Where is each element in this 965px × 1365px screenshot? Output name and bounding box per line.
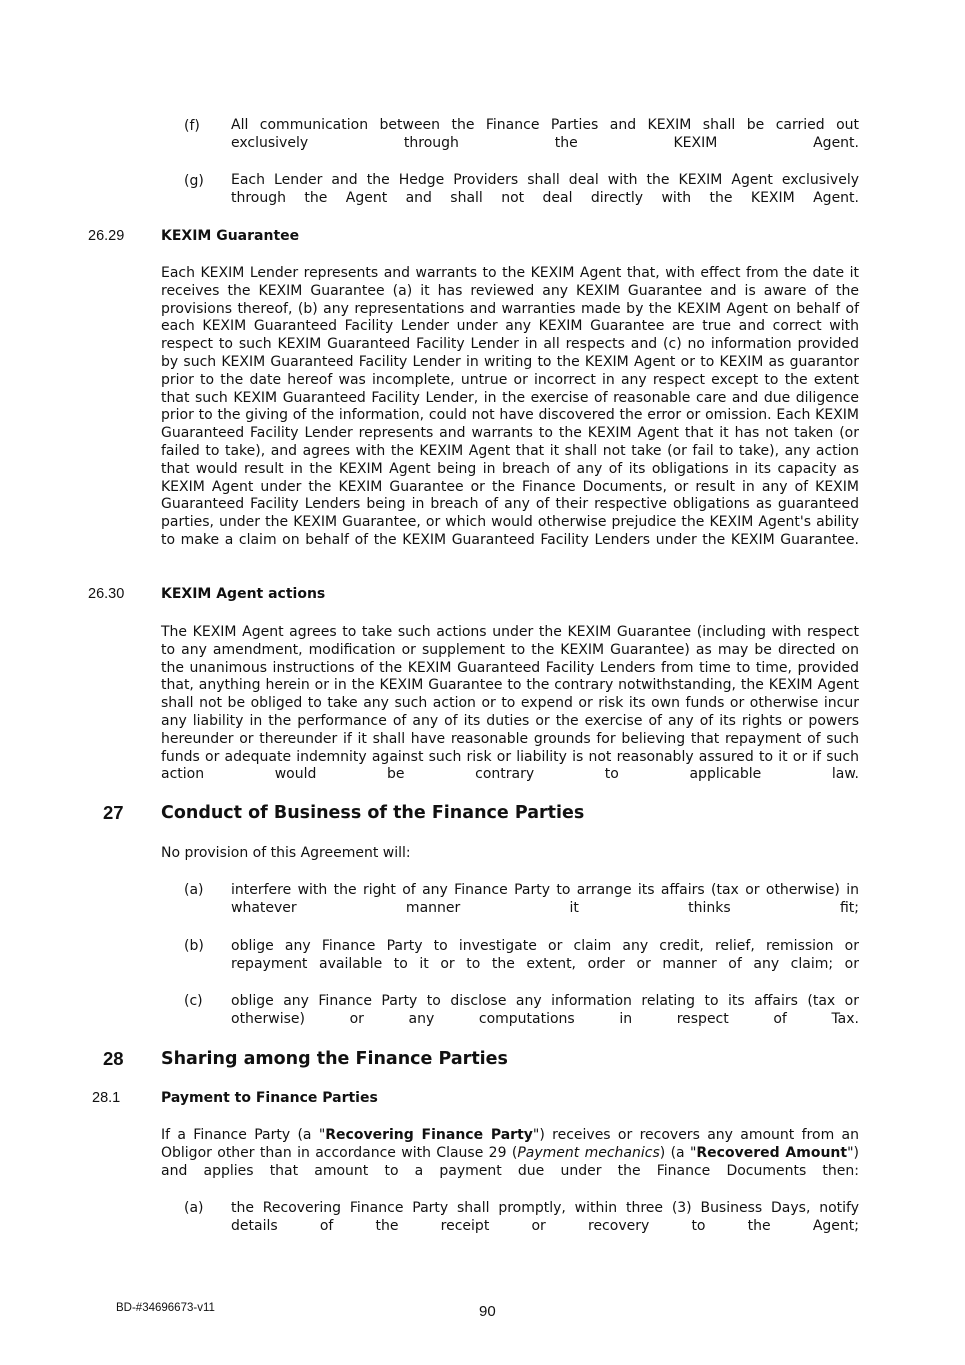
clause-number-28: 28	[103, 1048, 124, 1069]
page-number: 90	[479, 1303, 496, 1320]
list-item-28-a-text: the Recovering Finance Party shall promptly, within three (3) Business Days, notify details of the receipt or recovery to the Agent;	[231, 1200, 859, 1234]
section-body-kexim-agent-actions: The KEXIM Agent agrees to take such actions under the KEXIM Guarantee (including with respect to any amendment, modification or supplement to the KEXIM Guarantee) as may be directed on the unanimous instructions of the KEXIM Guaranteed Facility Lenders from time to time, provided that, anything herein or in the KEXIM Guarantee to the contrary notwithstanding, the KEXIM Agent shall not be obliged to take any such action or to expend or risk its own funds or otherwise incur any liability in the performance of any of its duties or the exercise of any of its rights or powers hereunder or thereunder if it shall have reasonable grounds for believing that repayment of such funds or adequate indemnity against such risk or liability is not reasonably assured to it or if such action would be contrary to applicable law.	[161, 624, 859, 783]
section-body-kexim-guarantee: Each KEXIM Lender represents and warrants to the KEXIM Agent that, with effect from the date it receives the KEXIM Guarantee (a) it has reviewed any KEXIM Guarantee and is aware of the provisions thereof, (b) any representations and warranties made by the KEXIM Agent on behalf of each KEXIM Guaranteed Facility Lender under any KEXIM Guarantee are true and correct with respect to such KEXIM Guaranteed Facility Lender in all respects and (c) no information provided by such KEXIM Guaranteed Facility Lender in writing to the KEXIM Agent or to KEXIM as guarantor prior to the date hereof was incomplete, untrue or incorrect in any respect except to the extent that such KEXIM Guaranteed Facility Lender, in the exercise of reasonable care and due diligence prior to the giving of the information, could not have discovered the error or omission. Each KEXIM Guaranteed Facility Lender represents and warrants to the KEXIM Agent that it has not taken (or failed to take), and agrees with the KEXIM Agent that it shall not take (or fail to take), any action that would result in the KEXIM Agent being in breach of any of its obligations in its capacity as KEXIM Agent under the KEXIM Guarantee or the Finance Documents, or result in any of KEXIM Guaranteed Facility Lenders being in breach of any of their respective obligations as guaranteed parties, under the KEXIM Guarantee, or which would otherwise prejudice the KEXIM Agent's ability to make a claim on behalf of the KEXIM Guaranteed Facility Lenders under the KEXIM Guarantee.	[161, 265, 859, 548]
clause-number-27: 27	[103, 802, 124, 823]
list-item-a-text: interfere with the right of any Finance Party to arrange its affairs (tax or otherwise) in whatever manner it thinks fit;	[231, 882, 859, 916]
list-label-b: (b)	[184, 938, 204, 954]
list-item-b-text: oblige any Finance Party to investigate or claim any credit, relief, remission or repayment available to it or to the extent, order or manner of any claim; or	[231, 938, 859, 972]
list-item-g-text: Each Lender and the Hedge Providers shall deal with the KEXIM Agent exclusively through the Agent and shall not deal directly with the KEXIM Agent.	[231, 172, 859, 206]
clause-27-intro: No provision of this Agreement will:	[161, 845, 411, 861]
list-label-f: (f)	[184, 118, 200, 134]
section-title-payment-to-finance-parties: Payment to Finance Parties	[161, 1090, 378, 1106]
list-label-a: (a)	[184, 882, 204, 898]
list-label-c: (c)	[184, 993, 203, 1009]
clause-title-27: Conduct of Business of the Finance Parties	[161, 803, 585, 823]
section-number-26-29: 26.29	[88, 228, 125, 244]
clause-title-28: Sharing among the Finance Parties	[161, 1049, 508, 1069]
list-item-f-text: All communication between the Finance Parties and KEXIM shall be carried out exclusively through the KEXIM Agent.	[231, 117, 859, 151]
document-reference: BD-#34696673-v11	[116, 1302, 215, 1314]
section-title-kexim-guarantee: KEXIM Guarantee	[161, 228, 300, 244]
section-number-28-1: 28.1	[92, 1090, 121, 1106]
section-body-payment-to-finance-parties: If a Finance Party (a "Recovering Finance Party") receives or recovers any amount from an Obligor other than in accordance with Clause 29 (Payment mechanics) (a "Recovered Amount") and applies that amount to a payment due under the Finance Documents then:	[161, 1127, 859, 1179]
list-item-c-text: oblige any Finance Party to disclose any information relating to its affairs (tax or otherwise) or any computations in respect of Tax.	[231, 993, 859, 1027]
list-label-28-a: (a)	[184, 1200, 204, 1216]
list-label-g: (g)	[184, 173, 204, 189]
section-title-kexim-agent-actions: KEXIM Agent actions	[161, 586, 326, 602]
section-number-26-30: 26.30	[88, 586, 125, 602]
